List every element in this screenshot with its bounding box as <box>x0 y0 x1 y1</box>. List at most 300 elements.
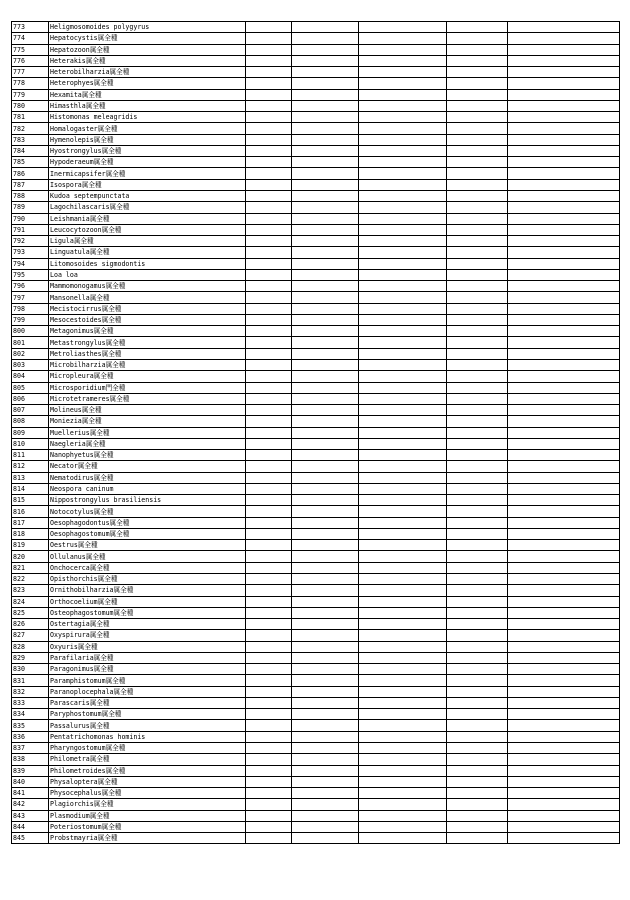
blank-cell <box>246 697 292 708</box>
row-number: 778 <box>12 78 49 89</box>
blank-cell <box>508 697 620 708</box>
species-name: Kudoa septempunctata <box>49 190 246 201</box>
blank-cell <box>292 281 359 292</box>
table-row <box>12 528 620 539</box>
blank-cell <box>359 33 447 44</box>
blank-cell <box>292 89 359 100</box>
blank-cell <box>447 540 508 551</box>
row-number: 783 <box>12 134 49 145</box>
row-number: 781 <box>12 112 49 123</box>
row-number: 798 <box>12 303 49 314</box>
row-number: 777 <box>12 67 49 78</box>
blank-cell <box>292 731 359 742</box>
table-row <box>12 833 620 844</box>
blank-cell <box>508 641 620 652</box>
blank-cell <box>447 179 508 190</box>
blank-cell <box>359 416 447 427</box>
table-row <box>12 788 620 799</box>
blank-cell <box>246 382 292 393</box>
row-number: 805 <box>12 382 49 393</box>
blank-cell <box>447 810 508 821</box>
species-name: Osteophagostomum属全種 <box>49 607 246 618</box>
blank-cell <box>447 269 508 280</box>
blank-cell <box>447 709 508 720</box>
blank-cell <box>508 461 620 472</box>
blank-cell <box>246 112 292 123</box>
blank-cell <box>292 416 359 427</box>
blank-cell <box>508 247 620 258</box>
blank-cell <box>246 517 292 528</box>
blank-cell <box>359 754 447 765</box>
table-row <box>12 405 620 416</box>
species-name: Paramphistomum属全種 <box>49 675 246 686</box>
blank-cell <box>508 134 620 145</box>
blank-cell <box>246 754 292 765</box>
species-name: Mesocestoides属全種 <box>49 314 246 325</box>
blank-cell <box>246 190 292 201</box>
row-number: 841 <box>12 788 49 799</box>
blank-cell <box>292 450 359 461</box>
blank-cell <box>359 540 447 551</box>
row-number: 815 <box>12 495 49 506</box>
blank-cell <box>447 743 508 754</box>
table-row <box>12 348 620 359</box>
blank-cell <box>359 562 447 573</box>
row-number: 799 <box>12 314 49 325</box>
blank-cell <box>292 134 359 145</box>
blank-cell <box>359 382 447 393</box>
row-number: 843 <box>12 810 49 821</box>
blank-cell <box>508 22 620 33</box>
blank-cell <box>508 709 620 720</box>
blank-cell <box>447 765 508 776</box>
blank-cell <box>447 574 508 585</box>
blank-cell <box>359 810 447 821</box>
blank-cell <box>359 461 447 472</box>
table-row <box>12 190 620 201</box>
blank-cell <box>246 427 292 438</box>
table-row <box>12 168 620 179</box>
blank-cell <box>246 100 292 111</box>
blank-cell <box>447 641 508 652</box>
blank-cell <box>447 303 508 314</box>
blank-cell <box>292 427 359 438</box>
blank-cell <box>292 405 359 416</box>
blank-cell <box>508 89 620 100</box>
blank-cell <box>292 393 359 404</box>
blank-cell <box>447 292 508 303</box>
species-name: Pentatrichomonas hominis <box>49 731 246 742</box>
table-row <box>12 134 620 145</box>
blank-cell <box>447 483 508 494</box>
species-name: Ligula属全種 <box>49 236 246 247</box>
row-number: 830 <box>12 664 49 675</box>
blank-cell <box>292 743 359 754</box>
blank-cell <box>246 393 292 404</box>
blank-cell <box>508 78 620 89</box>
row-number: 774 <box>12 33 49 44</box>
species-name: Physaloptera属全種 <box>49 776 246 787</box>
blank-cell <box>447 720 508 731</box>
blank-cell <box>359 438 447 449</box>
table-row <box>12 393 620 404</box>
blank-cell <box>508 562 620 573</box>
blank-cell <box>246 314 292 325</box>
blank-cell <box>508 269 620 280</box>
table-row <box>12 427 620 438</box>
blank-cell <box>359 258 447 269</box>
species-name: Hypoderaeum属全種 <box>49 157 246 168</box>
blank-cell <box>359 697 447 708</box>
blank-cell <box>359 371 447 382</box>
blank-cell <box>447 190 508 201</box>
blank-cell <box>508 67 620 78</box>
blank-cell <box>447 67 508 78</box>
blank-cell <box>359 44 447 55</box>
row-number: 808 <box>12 416 49 427</box>
row-number: 780 <box>12 100 49 111</box>
blank-cell <box>292 269 359 280</box>
table-row <box>12 100 620 111</box>
row-number: 793 <box>12 247 49 258</box>
blank-cell <box>246 472 292 483</box>
blank-cell <box>292 517 359 528</box>
table-row <box>12 44 620 55</box>
blank-cell <box>508 416 620 427</box>
species-name: Hepatocystis属全種 <box>49 33 246 44</box>
blank-cell <box>292 371 359 382</box>
blank-cell <box>359 776 447 787</box>
blank-cell <box>447 78 508 89</box>
blank-cell <box>447 461 508 472</box>
row-number: 837 <box>12 743 49 754</box>
blank-cell <box>246 224 292 235</box>
blank-cell <box>447 562 508 573</box>
blank-cell <box>359 190 447 201</box>
blank-cell <box>508 630 620 641</box>
blank-cell <box>508 224 620 235</box>
blank-cell <box>292 326 359 337</box>
blank-cell <box>359 236 447 247</box>
blank-cell <box>359 585 447 596</box>
row-number: 797 <box>12 292 49 303</box>
blank-cell <box>246 720 292 731</box>
blank-cell <box>359 247 447 258</box>
blank-cell <box>292 596 359 607</box>
blank-cell <box>447 833 508 844</box>
blank-cell <box>508 528 620 539</box>
blank-cell <box>292 574 359 585</box>
table-row <box>12 799 620 810</box>
blank-cell <box>246 821 292 832</box>
blank-cell <box>359 281 447 292</box>
blank-cell <box>246 213 292 224</box>
blank-cell <box>447 472 508 483</box>
blank-cell <box>508 405 620 416</box>
blank-cell <box>359 765 447 776</box>
table-row <box>12 236 620 247</box>
blank-cell <box>292 551 359 562</box>
blank-cell <box>447 427 508 438</box>
blank-cell <box>246 664 292 675</box>
species-name: Ostertagia属全種 <box>49 619 246 630</box>
blank-cell <box>292 33 359 44</box>
blank-cell <box>292 438 359 449</box>
blank-cell <box>508 731 620 742</box>
row-number: 790 <box>12 213 49 224</box>
table-row <box>12 574 620 585</box>
species-name: Onchocerca属全種 <box>49 562 246 573</box>
species-name: Homalogaster属全種 <box>49 123 246 134</box>
blank-cell <box>292 528 359 539</box>
blank-cell <box>246 348 292 359</box>
blank-cell <box>447 134 508 145</box>
species-name: Mecistocirrus属全種 <box>49 303 246 314</box>
blank-cell <box>292 145 359 156</box>
blank-cell <box>447 112 508 123</box>
blank-cell <box>246 22 292 33</box>
table-row <box>12 675 620 686</box>
blank-cell <box>447 596 508 607</box>
blank-cell <box>447 788 508 799</box>
row-number: 823 <box>12 585 49 596</box>
blank-cell <box>359 168 447 179</box>
blank-cell <box>447 337 508 348</box>
blank-cell <box>447 652 508 663</box>
row-number: 785 <box>12 157 49 168</box>
blank-cell <box>359 303 447 314</box>
blank-cell <box>292 675 359 686</box>
blank-cell <box>359 348 447 359</box>
blank-cell <box>508 607 620 618</box>
blank-cell <box>508 303 620 314</box>
blank-cell <box>292 247 359 258</box>
blank-cell <box>292 236 359 247</box>
blank-cell <box>246 67 292 78</box>
species-name: Nematodirus属全種 <box>49 472 246 483</box>
species-name: Muellerius属全種 <box>49 427 246 438</box>
blank-cell <box>508 393 620 404</box>
species-name: Moniezia属全種 <box>49 416 246 427</box>
blank-cell <box>359 134 447 145</box>
species-name: Oesophagodontus属全種 <box>49 517 246 528</box>
blank-cell <box>508 100 620 111</box>
blank-cell <box>246 202 292 213</box>
blank-cell <box>246 731 292 742</box>
row-number: 786 <box>12 168 49 179</box>
row-number: 801 <box>12 337 49 348</box>
blank-cell <box>359 607 447 618</box>
blank-cell <box>246 438 292 449</box>
species-name: Passalurus属全種 <box>49 720 246 731</box>
blank-cell <box>447 326 508 337</box>
blank-cell <box>508 574 620 585</box>
blank-cell <box>447 585 508 596</box>
blank-cell <box>359 314 447 325</box>
blank-cell <box>508 517 620 528</box>
blank-cell <box>447 247 508 258</box>
row-number: 792 <box>12 236 49 247</box>
blank-cell <box>447 100 508 111</box>
blank-cell <box>359 821 447 832</box>
blank-cell <box>359 652 447 663</box>
blank-cell <box>246 528 292 539</box>
blank-cell <box>447 89 508 100</box>
blank-cell <box>447 686 508 697</box>
blank-cell <box>246 157 292 168</box>
blank-cell <box>359 619 447 630</box>
species-name: Isospora属全種 <box>49 179 246 190</box>
blank-cell <box>246 359 292 370</box>
blank-cell <box>447 416 508 427</box>
blank-cell <box>508 236 620 247</box>
species-name: Oxyuris属全種 <box>49 641 246 652</box>
table-row <box>12 686 620 697</box>
blank-cell <box>447 607 508 618</box>
species-name: Hymenolepis属全種 <box>49 134 246 145</box>
table-row <box>12 450 620 461</box>
blank-cell <box>292 472 359 483</box>
species-name: Plagiorchis属全種 <box>49 799 246 810</box>
blank-cell <box>292 821 359 832</box>
blank-cell <box>359 292 447 303</box>
blank-cell <box>246 55 292 66</box>
row-number: 796 <box>12 281 49 292</box>
blank-cell <box>292 540 359 551</box>
table-row <box>12 382 620 393</box>
blank-cell <box>359 495 447 506</box>
table-row <box>12 33 620 44</box>
blank-cell <box>508 179 620 190</box>
blank-cell <box>447 506 508 517</box>
blank-cell <box>359 528 447 539</box>
blank-cell <box>508 371 620 382</box>
table-row <box>12 269 620 280</box>
blank-cell <box>447 371 508 382</box>
blank-cell <box>292 641 359 652</box>
row-number: 839 <box>12 765 49 776</box>
species-name: Micropleura属全種 <box>49 371 246 382</box>
table-row <box>12 438 620 449</box>
blank-cell <box>508 168 620 179</box>
blank-cell <box>292 652 359 663</box>
table-row <box>12 202 620 213</box>
blank-cell <box>246 596 292 607</box>
table-row <box>12 112 620 123</box>
table-row <box>12 303 620 314</box>
blank-cell <box>292 78 359 89</box>
blank-cell <box>447 664 508 675</box>
blank-cell <box>359 157 447 168</box>
blank-cell <box>447 630 508 641</box>
table-row <box>12 754 620 765</box>
blank-cell <box>246 833 292 844</box>
table-row <box>12 359 620 370</box>
blank-cell <box>447 202 508 213</box>
table-row <box>12 213 620 224</box>
species-name: Metagonimus属全種 <box>49 326 246 337</box>
blank-cell <box>447 55 508 66</box>
table-row <box>12 258 620 269</box>
row-number: 779 <box>12 89 49 100</box>
table-row <box>12 664 620 675</box>
row-number: 835 <box>12 720 49 731</box>
blank-cell <box>508 213 620 224</box>
blank-cell <box>246 145 292 156</box>
blank-cell <box>508 619 620 630</box>
blank-cell <box>246 416 292 427</box>
species-name: Inermicapsifer属全種 <box>49 168 246 179</box>
table-row <box>12 821 620 832</box>
species-name: Poteriostomum属全種 <box>49 821 246 832</box>
row-number: 836 <box>12 731 49 742</box>
row-number: 787 <box>12 179 49 190</box>
blank-cell <box>359 100 447 111</box>
blank-cell <box>359 269 447 280</box>
blank-cell <box>292 495 359 506</box>
blank-cell <box>292 754 359 765</box>
species-name: Probstmayria属全種 <box>49 833 246 844</box>
species-name: Opisthorchis属全種 <box>49 574 246 585</box>
row-number: 809 <box>12 427 49 438</box>
blank-cell <box>508 112 620 123</box>
blank-cell <box>447 731 508 742</box>
blank-cell <box>292 224 359 235</box>
species-name: Heligmosomoides polygyrus <box>49 22 246 33</box>
table-row <box>12 55 620 66</box>
blank-cell <box>246 236 292 247</box>
blank-cell <box>246 450 292 461</box>
row-number: 794 <box>12 258 49 269</box>
blank-cell <box>359 393 447 404</box>
blank-cell <box>292 22 359 33</box>
species-name: Histomonas meleagridis <box>49 112 246 123</box>
blank-cell <box>508 596 620 607</box>
blank-cell <box>292 664 359 675</box>
blank-cell <box>447 33 508 44</box>
blank-cell <box>292 630 359 641</box>
blank-cell <box>246 483 292 494</box>
blank-cell <box>508 326 620 337</box>
row-number: 814 <box>12 483 49 494</box>
blank-cell <box>508 314 620 325</box>
table-row <box>12 416 620 427</box>
blank-cell <box>292 359 359 370</box>
blank-cell <box>447 697 508 708</box>
blank-cell <box>292 382 359 393</box>
blank-cell <box>246 258 292 269</box>
species-name: Mammomonogamus属全種 <box>49 281 246 292</box>
table-row <box>12 652 620 663</box>
blank-cell <box>246 44 292 55</box>
blank-cell <box>508 123 620 134</box>
blank-cell <box>508 382 620 393</box>
blank-cell <box>508 450 620 461</box>
blank-cell <box>292 506 359 517</box>
row-number: 831 <box>12 675 49 686</box>
row-number: 840 <box>12 776 49 787</box>
blank-cell <box>508 472 620 483</box>
species-name: Microtetrameres属全種 <box>49 393 246 404</box>
blank-cell <box>447 405 508 416</box>
blank-cell <box>508 145 620 156</box>
blank-cell <box>292 112 359 123</box>
blank-cell <box>359 427 447 438</box>
table-row <box>12 765 620 776</box>
species-name: Mansonella属全種 <box>49 292 246 303</box>
blank-cell <box>246 461 292 472</box>
blank-cell <box>292 213 359 224</box>
